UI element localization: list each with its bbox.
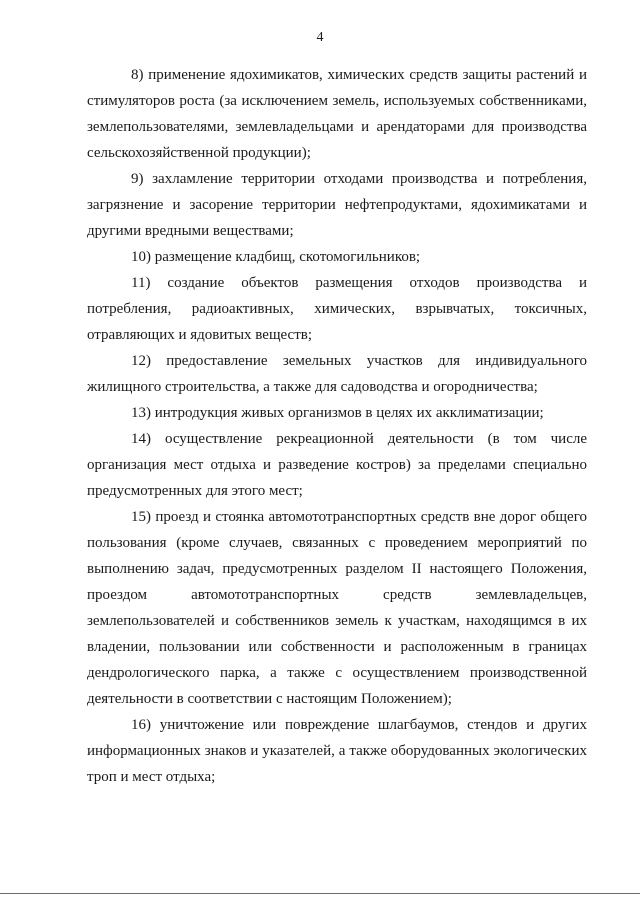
list-item-16: 16) уничтожение или повреждение шлагбаумов, стендов и других информационных знаков и указателей, а также оборудованных экологических троп и мест отдыха; xyxy=(87,717,587,785)
list-item-8: 8) применение ядохимикатов, химических средств защиты растений и стимуляторов роста (за исключением земель, используемых собственниками, землепользователями, землевладельцами и арендаторами для производства сельскохозяйственной продукции); xyxy=(87,67,587,161)
list-item-13: 13) интродукция живых организмов в целях их акклиматизации; xyxy=(131,405,544,421)
list-item-15: 15) проезд и стоянка автомототранспортных средств вне дорог общего пользования (кроме случаев, связанных с проведением мероприятий по выполнению задач, предусмотренных разделом II настоящего Положения, проездом автомототранспортных средств землевладельцев, землепользователей и собственников земель к участкам, находящимся в их владении, пользовании или собственности и расположенным в границах дендрологического парка, а также с осуществлением производственной деятельности в соответствии с настоящим Положением); xyxy=(87,509,587,707)
document-body xyxy=(87,62,587,790)
list-item-9: 9) захламление территории отходами производства и потребления, загрязнение и засорение территории нефтепродуктами, ядохимикатами и другими вредными веществами; xyxy=(87,171,587,239)
list-item-11: 11) создание объектов размещения отходов производства и потребления, радиоактивных, химических, взрывчатых, токсичных, отравляющих и ядовитых веществ; xyxy=(87,275,587,343)
list-item-14: 14) осуществление рекреационной деятельности (в том числе организация мест отдыха и разведение костров) за пределами специально предусмотренных для этого мест; xyxy=(87,431,587,499)
page-number: 4 xyxy=(316,30,324,45)
list-item-12: 12) предоставление земельных участков для индивидуального жилищного строительства, а также для садоводства и огородничества; xyxy=(87,353,587,395)
list-item-10: 10) размещение кладбищ, скотомогильников; xyxy=(131,249,421,265)
page-bottom-rule xyxy=(0,893,640,894)
